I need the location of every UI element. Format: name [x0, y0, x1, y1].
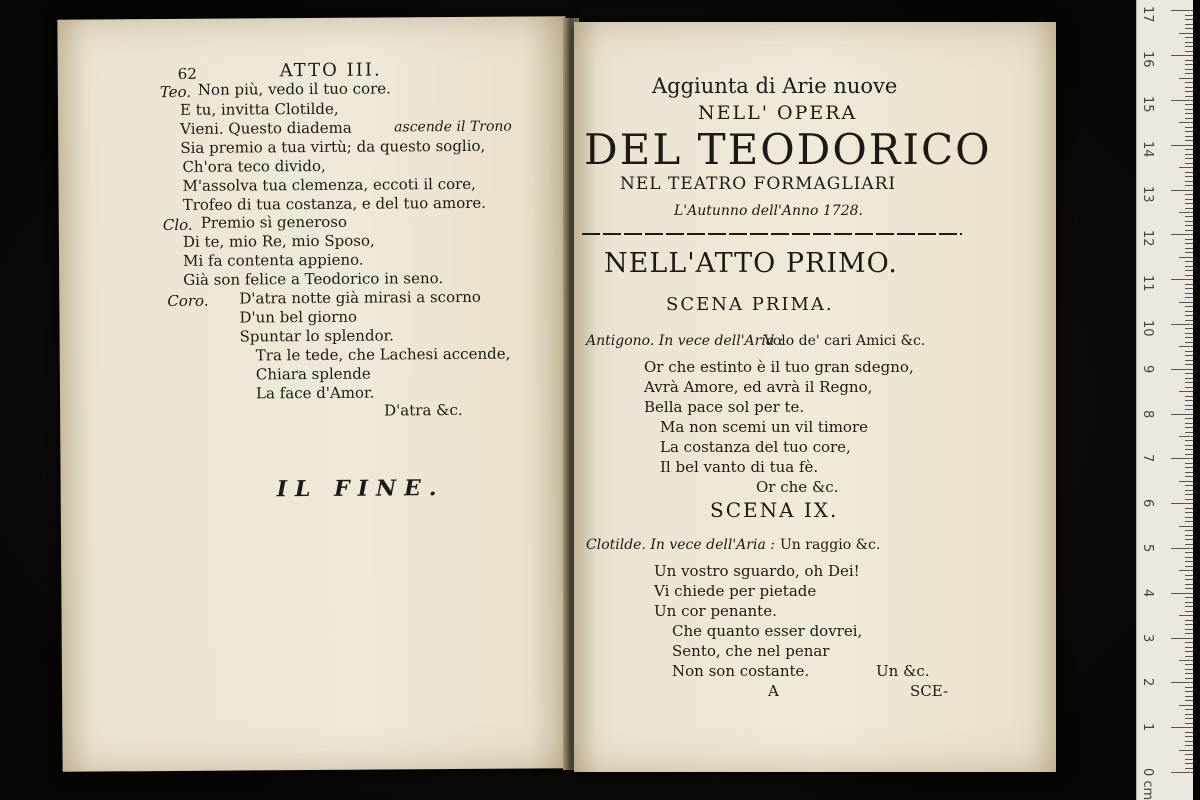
ruler-tick — [1185, 24, 1193, 25]
ruler-tick — [1185, 768, 1193, 769]
ruler-tick — [1185, 364, 1193, 365]
ruler-tick — [1185, 552, 1193, 553]
aria-reference: Un raggio &c. — [780, 537, 881, 553]
verse-line: Chiara splende — [255, 364, 371, 384]
ruler-tick — [1185, 418, 1193, 419]
ruler-tick — [1179, 122, 1193, 123]
aria-speaker: Antigono. In vece dell'Aria : — [586, 333, 784, 349]
ruler-tick — [1185, 432, 1193, 433]
ruler-tick — [1185, 216, 1193, 217]
verse-line: Di te, mio Re, mio Sposo, — [182, 231, 375, 251]
ruler-number: 12 — [1140, 230, 1155, 247]
ruler-tick — [1185, 337, 1193, 338]
ruler-tick — [1185, 440, 1193, 441]
ruler-tick — [1185, 566, 1193, 567]
ruler-tick — [1185, 275, 1193, 276]
ruler-tick — [1185, 521, 1193, 522]
ruler-tick — [1185, 315, 1193, 316]
verse-line: Ch'ora teco divido, — [182, 156, 326, 176]
ruler-tick — [1185, 293, 1193, 294]
ruler-tick — [1185, 163, 1193, 164]
ruler-tick — [1185, 700, 1193, 701]
ruler-tick — [1185, 445, 1193, 446]
ruler-tick — [1185, 194, 1193, 195]
ruler-number: 3 — [1140, 633, 1155, 642]
ruler-number: 4 — [1140, 588, 1155, 598]
ruler-tick — [1185, 87, 1193, 88]
ruler-number: 14 — [1140, 140, 1155, 158]
ruler-tick — [1171, 682, 1193, 683]
verse-line: Il bel vanto di tua fè. — [660, 458, 819, 476]
ruler-tick — [1185, 611, 1193, 612]
ruler-tick — [1185, 172, 1193, 173]
ruler-tick — [1171, 234, 1193, 235]
verse-line: Spuntar lo splendor. — [239, 326, 394, 346]
ruler-number: 16 — [1140, 51, 1155, 68]
verse-line: Già son felice a Teodorico in seno. — [183, 269, 444, 289]
ruler-tick — [1179, 526, 1193, 527]
ruler-tick — [1185, 15, 1193, 16]
verse-line: Che quanto esser dovrei, — [672, 622, 863, 640]
ruler-tick — [1185, 19, 1193, 20]
verse-line: M'assolva tua clemenza, eccoti il core, — [182, 174, 476, 195]
ruler-tick — [1185, 754, 1193, 755]
ruler-tick — [1185, 333, 1193, 334]
verse-line: E tu, invitta Clotilde, — [179, 99, 339, 119]
ruler-tick — [1185, 270, 1193, 271]
ruler-tick — [1179, 615, 1193, 616]
ruler-tick — [1185, 490, 1193, 491]
ruler-tick — [1185, 37, 1193, 38]
ruler-tick — [1185, 669, 1193, 670]
verse-line: Non più, vedo il tuo core. — [197, 79, 391, 99]
ruler-tick — [1185, 588, 1193, 589]
ruler-tick — [1185, 154, 1193, 155]
ruler-tick — [1185, 508, 1193, 509]
ruler-tick — [1185, 266, 1193, 267]
ruler-tick — [1179, 212, 1193, 213]
ruler-tick — [1185, 252, 1193, 253]
ruler-number: 10 — [1140, 320, 1155, 337]
ruler-tick — [1171, 100, 1193, 101]
ruler-tick — [1185, 320, 1193, 321]
ruler-tick — [1185, 629, 1193, 630]
ruler-tick — [1185, 239, 1193, 240]
ruler-tick — [1185, 472, 1193, 473]
ruler-tick — [1185, 243, 1193, 244]
ruler-number: 11 — [1140, 275, 1155, 292]
verse-line: Non son costante. — [672, 662, 810, 680]
ruler-tick — [1185, 467, 1193, 468]
ruler-number: 1 — [1140, 723, 1155, 732]
ruler-tick — [1185, 620, 1193, 621]
ruler-tick — [1171, 414, 1193, 415]
ruler-tick — [1185, 351, 1193, 352]
ruler-tick — [1185, 485, 1193, 486]
ruler-tick — [1185, 499, 1193, 500]
left-page — [57, 16, 570, 772]
ruler-tick — [1185, 230, 1193, 231]
ruler-tick — [1185, 284, 1193, 285]
heading-theatre: NEL TEATRO FORMAGLIARI — [620, 174, 897, 194]
ruler-tick — [1185, 423, 1193, 424]
ruler-tick — [1185, 140, 1193, 141]
scene-title: SCENA IX. — [710, 498, 839, 522]
heading-title: DEL TEODORICO — [584, 125, 992, 174]
ruler-tick — [1185, 691, 1193, 692]
verse-line: Premio sì generoso — [200, 212, 348, 232]
act-heading: NELL'ATTO PRIMO. — [604, 248, 898, 279]
ruler-tick — [1185, 104, 1193, 105]
ruler-tick — [1179, 302, 1193, 303]
ruler-tick — [1179, 167, 1193, 168]
heading-additions: Aggiunta di Arie nuove — [652, 74, 898, 98]
ruler-tick — [1185, 82, 1193, 83]
ruler-tick — [1185, 696, 1193, 697]
ruler-tick — [1185, 673, 1193, 674]
ruler-tick — [1185, 656, 1193, 657]
verse-line: Or che estinto è il tuo gran sdegno, — [644, 358, 914, 376]
ruler-tick — [1185, 51, 1193, 52]
ruler-tick — [1185, 311, 1193, 312]
ruler-tick — [1185, 149, 1193, 150]
decorative-rule — [582, 230, 962, 238]
ruler-tick — [1185, 714, 1193, 715]
verse-line: Avrà Amore, ed avrà il Regno, — [644, 378, 873, 396]
ruler-tick — [1185, 46, 1193, 47]
ruler-tick — [1185, 261, 1193, 262]
ruler-tick — [1179, 78, 1193, 79]
ruler-tick — [1185, 664, 1193, 665]
ruler-tick — [1171, 458, 1193, 459]
ruler-number: 7 — [1140, 454, 1155, 463]
ruler-tick — [1171, 503, 1193, 504]
verse-line: Vieni. Questo diadema — [180, 118, 352, 138]
ruler-tick — [1185, 741, 1193, 742]
ruler-tick — [1179, 705, 1193, 706]
ruler-tick — [1185, 642, 1193, 643]
ruler-tick — [1185, 69, 1193, 70]
ruler-tick — [1179, 346, 1193, 347]
ruler-tick — [1185, 575, 1193, 576]
ruler-tick — [1179, 33, 1193, 34]
ruler-tick — [1185, 208, 1193, 209]
stage-direction: ascende il Trono — [394, 118, 512, 136]
ruler-tick — [1185, 328, 1193, 329]
ruler-tick — [1171, 279, 1193, 280]
ruler-tick — [1179, 750, 1193, 751]
speaker: Teo. — [159, 82, 192, 102]
ruler-tick — [1185, 687, 1193, 688]
signature-mark: A — [768, 682, 779, 700]
ruler-tick — [1185, 678, 1193, 679]
ruler-tick — [1185, 539, 1193, 540]
ruler-number: 15 — [1140, 96, 1155, 113]
verse-line: Ma non scemi un vil timore — [660, 418, 869, 436]
ruler-tick — [1185, 118, 1193, 119]
ruler-tick — [1185, 176, 1193, 177]
page-number: 62 — [177, 64, 197, 83]
verse-line: D'atra &c. — [384, 400, 463, 420]
ruler-tick — [1185, 199, 1193, 200]
ruler-tick — [1185, 647, 1193, 648]
ruler-tick — [1185, 763, 1193, 764]
ruler-number: 2 — [1140, 678, 1155, 687]
verse-line: Un cor penante. — [654, 602, 777, 620]
ruler-tick — [1185, 718, 1193, 719]
ruler-tick — [1171, 548, 1193, 549]
ruler-tick — [1185, 297, 1193, 298]
speaker: Coro. — [167, 291, 209, 311]
ruler-tick — [1185, 221, 1193, 222]
right-page — [574, 22, 1056, 772]
ruler-tick — [1179, 570, 1193, 571]
ruler-tick — [1185, 60, 1193, 61]
ruler-tick — [1185, 584, 1193, 585]
ruler-tick — [1185, 709, 1193, 710]
verse-line: Un vostro sguardo, oh Dei! — [654, 562, 860, 580]
ruler-tick — [1185, 557, 1193, 558]
ruler-tick — [1179, 481, 1193, 482]
ruler-tick — [1171, 10, 1193, 11]
running-head: ATTO III. — [279, 59, 382, 82]
ruler-tick — [1185, 73, 1193, 74]
ruler-tick — [1185, 360, 1193, 361]
ruler-tick — [1185, 127, 1193, 128]
ruler-number: 5 — [1140, 544, 1155, 553]
speaker: Clo. — [162, 215, 193, 235]
verse-line: Sento, che nel penar — [672, 642, 830, 660]
ruler-number: 17 — [1140, 6, 1155, 23]
verse-line: Vi chiede per pietade — [654, 582, 817, 600]
ruler-tick — [1185, 225, 1193, 226]
ruler-tick — [1185, 745, 1193, 746]
ruler-number: 6 — [1140, 499, 1155, 508]
ruler-tick — [1185, 463, 1193, 464]
verse-line: La costanza del tuo core, — [660, 438, 851, 456]
ruler-number: 9 — [1140, 364, 1155, 374]
ruler-tick — [1171, 369, 1193, 370]
verse-line: Mi fa contenta appieno. — [183, 250, 364, 270]
ruler-tick — [1185, 476, 1193, 477]
ruler-tick — [1171, 190, 1193, 191]
ruler-tick — [1171, 324, 1193, 325]
ruler-tick — [1185, 373, 1193, 374]
ruler-number: 8 — [1140, 409, 1155, 418]
ruler-tick — [1185, 606, 1193, 607]
ruler-tick — [1171, 145, 1193, 146]
ruler-tick — [1185, 494, 1193, 495]
verse-line: Bella pace sol per te. — [644, 398, 805, 416]
ruler-tick — [1185, 736, 1193, 737]
ruler-tick — [1185, 427, 1193, 428]
ruler-tick — [1185, 597, 1193, 598]
verse-line: D'atra notte già mirasi a scorno — [239, 287, 481, 308]
verse-line: Un &c. — [876, 662, 930, 680]
catchword: SCE- — [910, 682, 949, 700]
ruler-tick — [1185, 181, 1193, 182]
ruler-tick — [1185, 28, 1193, 29]
ruler-tick — [1185, 602, 1193, 603]
ruler-tick — [1185, 91, 1193, 92]
ruler-number: 0 cm — [1140, 768, 1155, 800]
ruler-tick — [1185, 396, 1193, 397]
fine-text: IL FINE. — [276, 475, 445, 503]
ruler-tick — [1185, 561, 1193, 562]
ruler-number: 13 — [1140, 185, 1155, 203]
ruler-tick — [1185, 579, 1193, 580]
ruler-tick — [1185, 382, 1193, 383]
ruler-tick — [1179, 257, 1193, 258]
ruler-tick — [1185, 378, 1193, 379]
ruler-tick — [1185, 517, 1193, 518]
ruler-tick — [1185, 633, 1193, 634]
ruler-tick — [1185, 624, 1193, 625]
ruler-tick — [1185, 409, 1193, 410]
measuring-ruler — [1136, 0, 1193, 800]
ruler-tick — [1171, 55, 1193, 56]
ruler-tick — [1185, 454, 1193, 455]
ruler-tick — [1171, 772, 1193, 773]
ruler-tick — [1185, 355, 1193, 356]
ruler-tick — [1185, 64, 1193, 65]
ruler-tick — [1185, 96, 1193, 97]
ruler-tick — [1185, 405, 1193, 406]
ruler-tick — [1185, 535, 1193, 536]
ruler-tick — [1185, 387, 1193, 388]
ruler-tick — [1185, 723, 1193, 724]
ruler-tick — [1185, 42, 1193, 43]
verse-line: La face d'Amor. — [255, 383, 375, 403]
ruler-tick — [1185, 759, 1193, 760]
ruler-tick — [1171, 727, 1193, 728]
ruler-tick — [1185, 512, 1193, 513]
ruler-tick — [1185, 544, 1193, 545]
verse-line: Sia premio a tua virtù; da questo soglio, — [180, 136, 486, 157]
ruler-tick — [1185, 203, 1193, 204]
ruler-tick — [1185, 131, 1193, 132]
ruler-tick — [1171, 593, 1193, 594]
ruler-tick — [1185, 158, 1193, 159]
ruler-tick — [1185, 530, 1193, 531]
ruler-tick — [1185, 449, 1193, 450]
verse-line: Tra le tede, che Lachesi accende, — [255, 344, 511, 365]
ruler-tick — [1179, 391, 1193, 392]
scene-title: SCENA PRIMA. — [666, 294, 834, 315]
ruler-tick — [1179, 436, 1193, 437]
ruler-tick — [1185, 342, 1193, 343]
ruler-tick — [1185, 732, 1193, 733]
ruler-tick — [1185, 113, 1193, 114]
heading-date: L'Autunno dell'Anno 1728. — [674, 203, 863, 219]
verse-line: Trofeo di tua costanza, e del tuo amore. — [182, 193, 487, 214]
ruler-tick — [1171, 638, 1193, 639]
ruler-tick — [1185, 651, 1193, 652]
ruler-tick — [1185, 109, 1193, 110]
ruler-tick — [1185, 185, 1193, 186]
ruler-tick — [1185, 400, 1193, 401]
aria-speaker: Clotilde. In vece dell'Aria : — [586, 537, 775, 553]
ruler-tick — [1185, 136, 1193, 137]
verse-line: Or che &c. — [756, 478, 839, 496]
verse-line: D'un bel giorno — [239, 307, 358, 327]
ruler-tick — [1185, 248, 1193, 249]
aria-reference: Volo de' cari Amici &c. — [764, 333, 926, 349]
ruler-tick — [1185, 288, 1193, 289]
ruler-tick — [1185, 306, 1193, 307]
ruler-tick — [1179, 660, 1193, 661]
heading-opera: NELL' OPERA — [698, 102, 858, 124]
